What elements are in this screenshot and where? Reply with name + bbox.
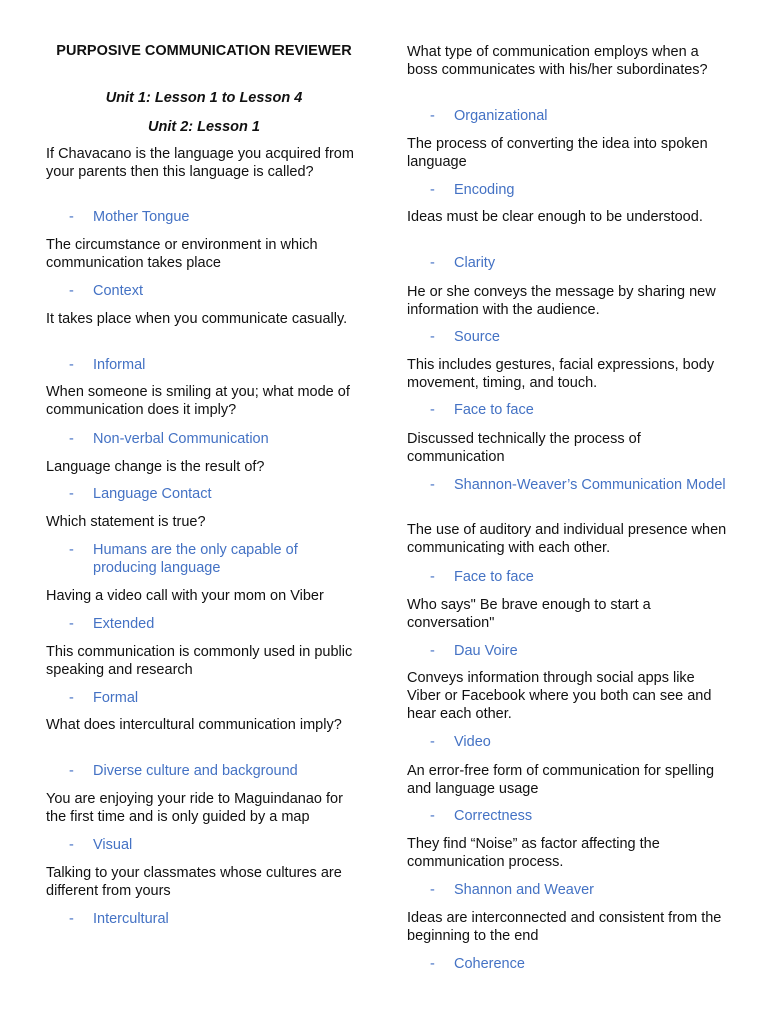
question-text: Ideas are interconnected and consistent from the beginning to the end [407,910,722,944]
answer-item [69,836,364,854]
answer-text: Coherence [454,956,525,972]
answer-text: Humans are the only capable of producing language [93,542,298,576]
answer-item [69,910,364,928]
answer-text: Mother Tongue [93,209,190,225]
bullet-dash: - [430,108,435,124]
bullet-dash: - [69,690,74,706]
answer-item [430,733,727,751]
question-text: Having a video call with your mom on Viber [46,588,324,604]
answer-text: Extended [93,616,155,632]
answer-item [430,181,727,199]
bullet-dash: - [69,357,74,373]
bullet-dash: - [430,643,435,659]
question-text: You are enjoying your ride to Maguindanao for the first time and is only guided by a map [46,791,343,825]
document-title: PURPOSIVE COMMUNICATION REVIEWER [56,43,352,59]
question-text: Who says" Be brave enough to start a conversation" [407,597,651,631]
question-text: Ideas must be clear enough to be understood. [407,209,703,225]
answer-item [69,356,364,374]
question-text: When someone is smiling at you; what mode of communication does it imply? [46,384,350,418]
answer-item [430,807,727,825]
question-text: What type of communication employs when a boss communicates with his/her subordinates? [407,44,708,78]
bullet-dash: - [69,283,74,299]
unit-1-heading: Unit 1: Lesson 1 to Lesson 4 [105,90,303,106]
answer-text: Correctness [454,808,533,824]
answer-text: Diverse culture and background [93,763,298,779]
answer-text: Face to face [454,569,534,585]
answer-item [430,107,727,125]
answer-text: Formal [93,690,139,706]
bullet-dash: - [430,477,435,493]
answer-text: Organizational [454,108,548,124]
unit-2-heading: Unit 2: Lesson 1 [148,119,260,135]
question-text: This includes gestures, facial expressions, body movement, timing, and touch. [407,357,715,391]
question-text: What does intercultural communication imply? [46,717,342,733]
answer-item [430,568,727,586]
bullet-dash: - [69,616,74,632]
answer-item [69,541,364,577]
bullet-dash: - [69,837,74,853]
bullet-dash: - [430,569,435,585]
bullet-dash: - [430,956,435,972]
question-text: If Chavacano is the language you acquired from your parents then this language is called? [46,146,354,180]
question-text: Conveys information through social apps like Viber or Facebook where you both can see and hear each other. [407,670,712,722]
answer-text: Intercultural [93,911,169,927]
answer-item [430,328,727,346]
question-text: It takes place when you communicate casually. [46,311,348,327]
question-text: Which statement is true? [46,514,206,530]
bullet-dash: - [69,763,74,779]
answer-text: Video [454,734,491,750]
answer-item [69,689,364,707]
answer-item [430,401,727,419]
answer-text: Source [454,329,500,345]
bullet-dash: - [430,329,435,345]
bullet-dash: - [69,431,74,447]
answer-item [430,476,727,494]
answer-item [430,254,727,272]
answer-text: Non-verbal Communication [93,431,269,447]
question-text: The circumstance or environment in which communication takes place [46,237,318,271]
question-text: An error-free form of communication for spelling and language usage [407,763,715,797]
bullet-dash: - [430,734,435,750]
answer-item [69,485,364,503]
answer-item [430,642,727,660]
question-text: The process of converting the idea into spoken language [407,136,708,170]
bullet-dash: - [69,542,74,558]
question-text: Discussed technically the process of communication [407,431,641,465]
answer-text: Shannon and Weaver [454,882,595,898]
question-text: The use of auditory and individual presence when communicating with each other. [407,522,727,556]
answer-item [430,955,727,973]
question-text: This communication is commonly used in public speaking and research [46,644,353,678]
bullet-dash: - [430,402,435,418]
bullet-dash: - [430,255,435,271]
answer-item [69,208,364,226]
bullet-dash: - [430,882,435,898]
answer-item [69,762,364,780]
answer-text: Face to face [454,402,534,418]
answer-text: Encoding [454,182,515,198]
answer-text: Visual [93,837,133,853]
answer-text: Dau Voire [454,643,518,659]
question-text: They find “Noise” as factor affecting the communication process. [407,836,660,870]
bullet-dash: - [69,209,74,225]
question-text: Language change is the result of? [46,459,265,475]
bullet-dash: - [69,911,74,927]
bullet-dash: - [430,808,435,824]
bullet-dash: - [69,486,74,502]
answer-item [430,881,727,899]
question-text: Talking to your classmates whose cultures are different from yours [46,865,342,899]
answer-text: Clarity [454,255,496,271]
bullet-dash: - [430,182,435,198]
question-text: He or she conveys the message by sharing new information with the audience. [407,284,716,318]
answer-item [69,430,364,448]
answer-text: Language Contact [93,486,212,502]
answer-item [69,282,364,300]
answer-text: Context [93,283,143,299]
answer-item [69,615,364,633]
answer-text: Shannon-Weaver’s Communication Model [454,477,726,493]
answer-text: Informal [93,357,146,373]
